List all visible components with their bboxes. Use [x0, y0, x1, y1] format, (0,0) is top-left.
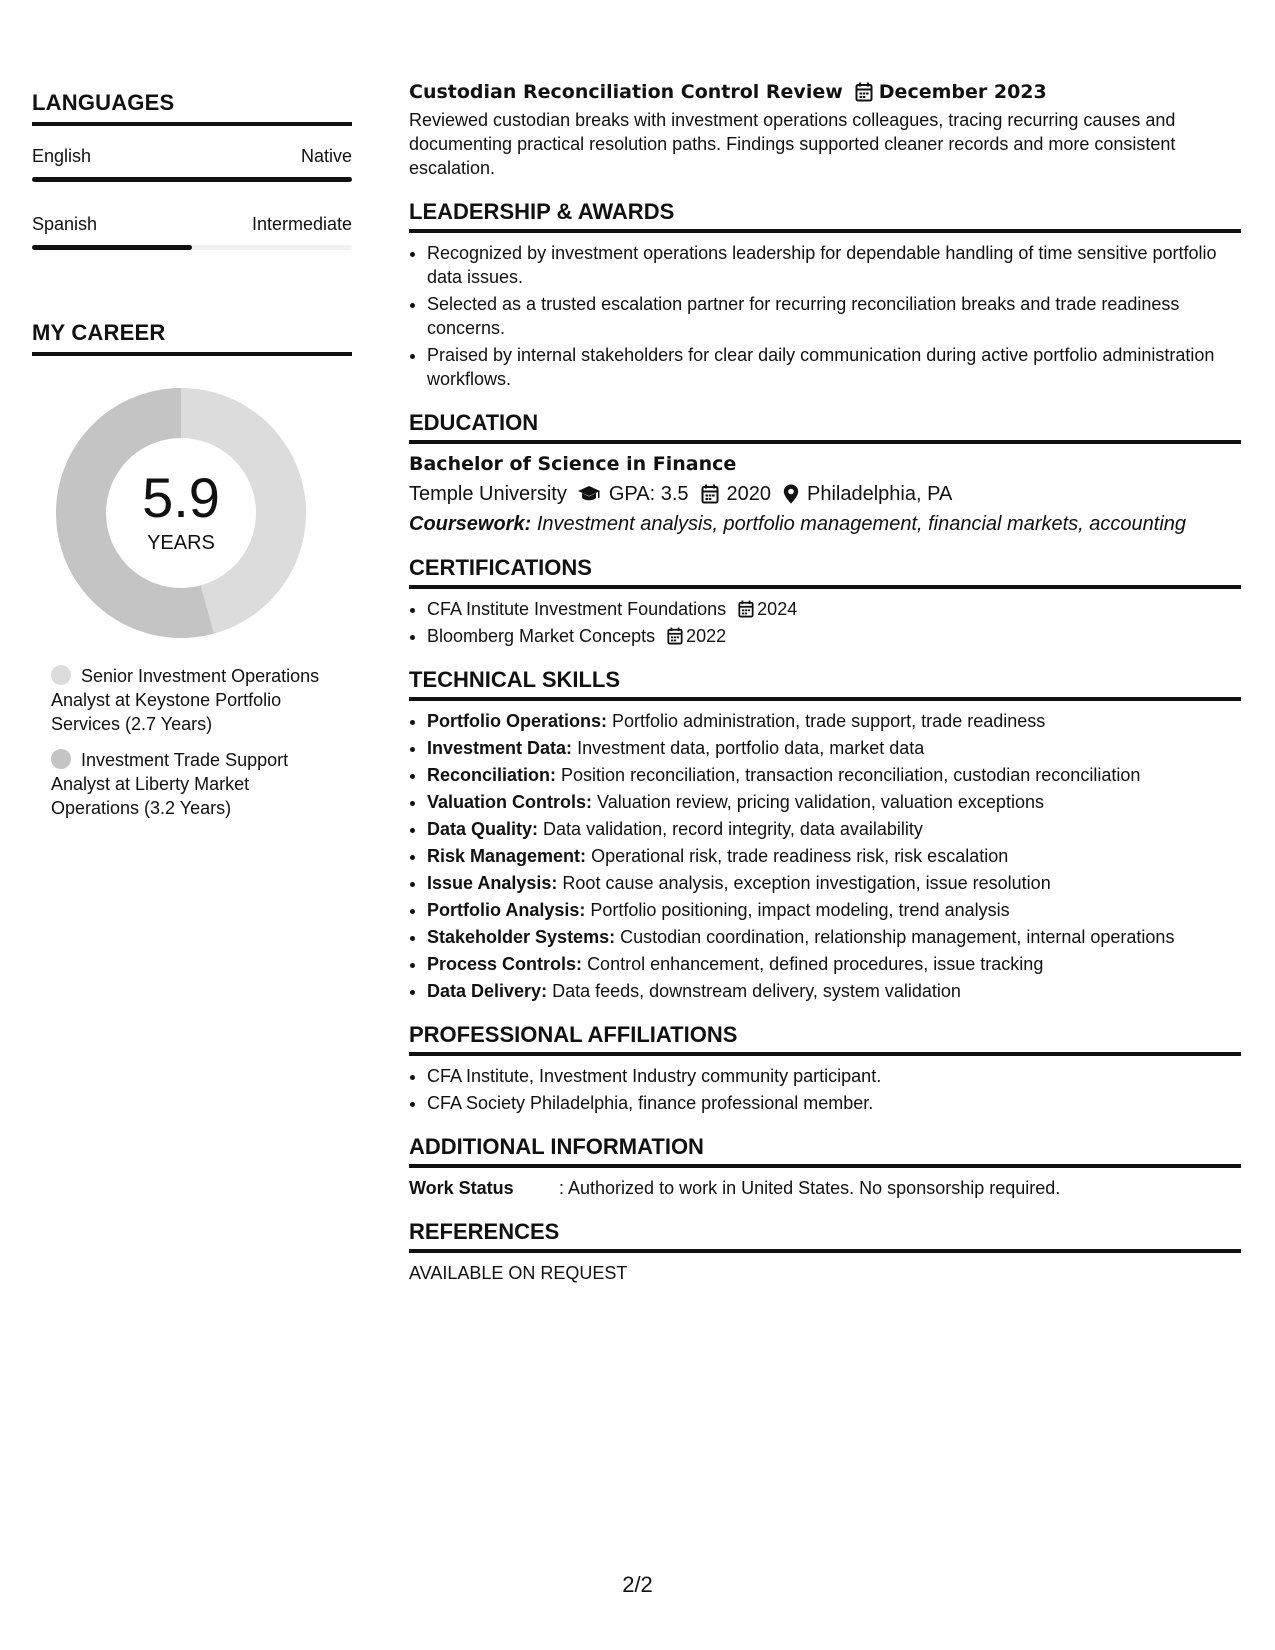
- work-status-value: : Authorized to work in United States. No sponsorship required.: [559, 1178, 1061, 1198]
- skill-value: Investment data, portfolio data, market data: [577, 738, 925, 758]
- references-title: REFERENCES: [409, 1220, 1241, 1253]
- list-item: [427, 597, 1241, 621]
- work-status-label: Work Status: [409, 1178, 514, 1198]
- career-total: [56, 466, 306, 555]
- skill-value: Position reconciliation, transaction reconciliation, custodian reconciliation: [561, 765, 1141, 785]
- skill-value: Portfolio administration, trade support, trade readiness: [612, 711, 1046, 731]
- language-level: Intermediate: [251, 214, 352, 234]
- page-number: 2/2: [622, 1572, 653, 1597]
- list-item: [427, 763, 1241, 787]
- education-meta: [409, 482, 1241, 506]
- language-name: Spanish: [32, 214, 98, 234]
- education-gpa: GPA: 3.5: [608, 483, 689, 505]
- list-item: [427, 790, 1241, 814]
- language-item: [32, 146, 352, 182]
- calendar-icon: [701, 484, 719, 504]
- skill-value: Custodian coordination, relationship management, internal operations: [620, 927, 1175, 947]
- project-entry: [409, 80, 1241, 180]
- coursework-label: Coursework:: [409, 513, 532, 535]
- skills-section: [409, 668, 1241, 1003]
- list-item: [427, 736, 1241, 760]
- skill-label: Portfolio Operations:: [427, 711, 607, 731]
- affiliations-list: [409, 1064, 1241, 1115]
- list-item: [427, 925, 1241, 949]
- skill-label: Valuation Controls:: [427, 792, 593, 812]
- additional-title: ADDITIONAL INFORMATION: [409, 1135, 1241, 1168]
- skill-label: Portfolio Analysis:: [427, 900, 586, 920]
- skill-value: Control enhancement, defined procedures, issue tracking: [587, 954, 1044, 974]
- certification-name: • CFA Institute Investment Foundations: [427, 599, 727, 619]
- calendar-icon: [738, 600, 754, 618]
- certification-year: 2024: [757, 599, 798, 619]
- project-title: Custodian Reconciliation Control Review: [409, 81, 843, 103]
- list-item: [427, 624, 1241, 648]
- languages-section: [32, 90, 352, 250]
- career-legend-item: [51, 664, 321, 736]
- languages-title: LANGUAGES: [32, 90, 352, 126]
- language-item: [32, 214, 352, 250]
- certifications-list: [409, 597, 1241, 648]
- career-donut-chart: [56, 388, 306, 638]
- calendar-icon: [667, 627, 683, 645]
- skill-value: Data feeds, downstream delivery, system validation: [552, 981, 961, 1001]
- certifications-section: [409, 556, 1241, 648]
- skill-label: Reconciliation:: [427, 765, 557, 785]
- list-item: • Selected as a trusted escalation partner for recurring reconciliation breaks and trade readiness concerns.: [427, 292, 1241, 340]
- skill-label: Data Quality:: [427, 819, 539, 839]
- graduation-cap-icon: [577, 485, 601, 503]
- skill-label: Investment Data:: [427, 738, 573, 758]
- career-total-value: 5.9: [142, 466, 220, 529]
- project-header: [409, 80, 1241, 104]
- references-text: AVAILABLE ON REQUEST: [409, 1263, 628, 1283]
- skill-label: Data Delivery:: [427, 981, 548, 1001]
- certification-name: • Bloomberg Market Concepts: [427, 626, 656, 646]
- certifications-title: CERTIFICATIONS: [409, 556, 1241, 589]
- career-legend-item: [51, 748, 321, 820]
- education-year: 2020: [726, 483, 771, 505]
- education-degree: Bachelor of Science in Finance: [409, 453, 737, 475]
- language-proficiency-bar: [32, 177, 352, 182]
- skill-value: Data validation, record integrity, data availability: [543, 819, 923, 839]
- leadership-title: LEADERSHIP & AWARDS: [409, 200, 1241, 233]
- affiliations-section: [409, 1023, 1241, 1115]
- education-section: [409, 411, 1241, 536]
- affiliations-title: PROFESSIONAL AFFILIATIONS: [409, 1023, 1241, 1056]
- language-name: English: [32, 146, 92, 166]
- coursework-text: Investment analysis, portfolio management, financial markets, accounting: [536, 513, 1187, 535]
- career-legend-label: Senior Investment Operations Analyst at Keystone Portfolio Services (2.7 Years): [51, 666, 320, 734]
- skill-label: Stakeholder Systems:: [427, 927, 616, 947]
- language-proficiency-fill: [32, 245, 192, 250]
- legend-dot-icon: [51, 749, 71, 769]
- list-item: [427, 709, 1241, 733]
- career-legend: [51, 664, 321, 820]
- leadership-section: [409, 200, 1241, 391]
- skill-value: Portfolio positioning, impact modeling, trend analysis: [590, 900, 1010, 920]
- legend-dot-icon: [51, 665, 71, 685]
- skill-value: Root cause analysis, exception investigation, issue resolution: [562, 873, 1051, 893]
- skill-value: Valuation review, pricing validation, valuation exceptions: [597, 792, 1044, 812]
- language-level: Native: [300, 146, 352, 166]
- education-location: Philadelphia, PA: [807, 483, 953, 505]
- skill-value: Operational risk, trade readiness risk, risk escalation: [591, 846, 1009, 866]
- list-item: • Praised by internal stakeholders for clear daily communication during active portfolio administration workflows.: [427, 343, 1241, 391]
- skill-label: Process Controls:: [427, 954, 583, 974]
- list-item: • Recognized by investment operations leadership for dependable handling of time sensitive portfolio data issues.: [427, 241, 1241, 289]
- career-title: MY CAREER: [32, 320, 352, 356]
- skills-title: TECHNICAL SKILLS: [409, 668, 1241, 701]
- education-title: EDUCATION: [409, 411, 1241, 444]
- language-proficiency-fill: [32, 177, 352, 182]
- career-section: [32, 320, 352, 820]
- skill-label: Issue Analysis:: [427, 873, 558, 893]
- skills-list: [409, 709, 1241, 1003]
- project-date: December 2023: [878, 81, 1047, 103]
- left-column: [32, 90, 352, 832]
- list-item: [427, 844, 1241, 868]
- leadership-list: [409, 241, 1241, 391]
- career-legend-label: Investment Trade Support Analyst at Liberty Market Operations (3.2 Years): [51, 750, 289, 818]
- list-item: • CFA Society Philadelphia, finance professional member.: [427, 1091, 1241, 1115]
- work-status-row: [409, 1176, 1241, 1200]
- education-coursework: [409, 512, 1241, 536]
- project-description: Reviewed custodian breaks with investment operations colleagues, tracing recurring causes and documenting practical resolution paths. Findings supported cleaner records and more consistent escalation.: [409, 110, 1176, 178]
- references-section: [409, 1220, 1241, 1285]
- additional-section: [409, 1135, 1241, 1200]
- location-pin-icon: [783, 484, 799, 504]
- education-school: Temple University: [409, 483, 567, 505]
- language-proficiency-bar: [32, 245, 352, 250]
- list-item: [427, 979, 1241, 1003]
- list-item: [427, 898, 1241, 922]
- list-item: [427, 817, 1241, 841]
- calendar-icon: [855, 82, 873, 102]
- right-column: [409, 80, 1241, 1285]
- list-item: • CFA Institute, Investment Industry community participant.: [427, 1064, 1241, 1088]
- certification-year: 2022: [686, 626, 727, 646]
- list-item: [427, 871, 1241, 895]
- skill-label: Risk Management:: [427, 846, 587, 866]
- list-item: [427, 952, 1241, 976]
- career-total-unit: YEARS: [147, 532, 215, 554]
